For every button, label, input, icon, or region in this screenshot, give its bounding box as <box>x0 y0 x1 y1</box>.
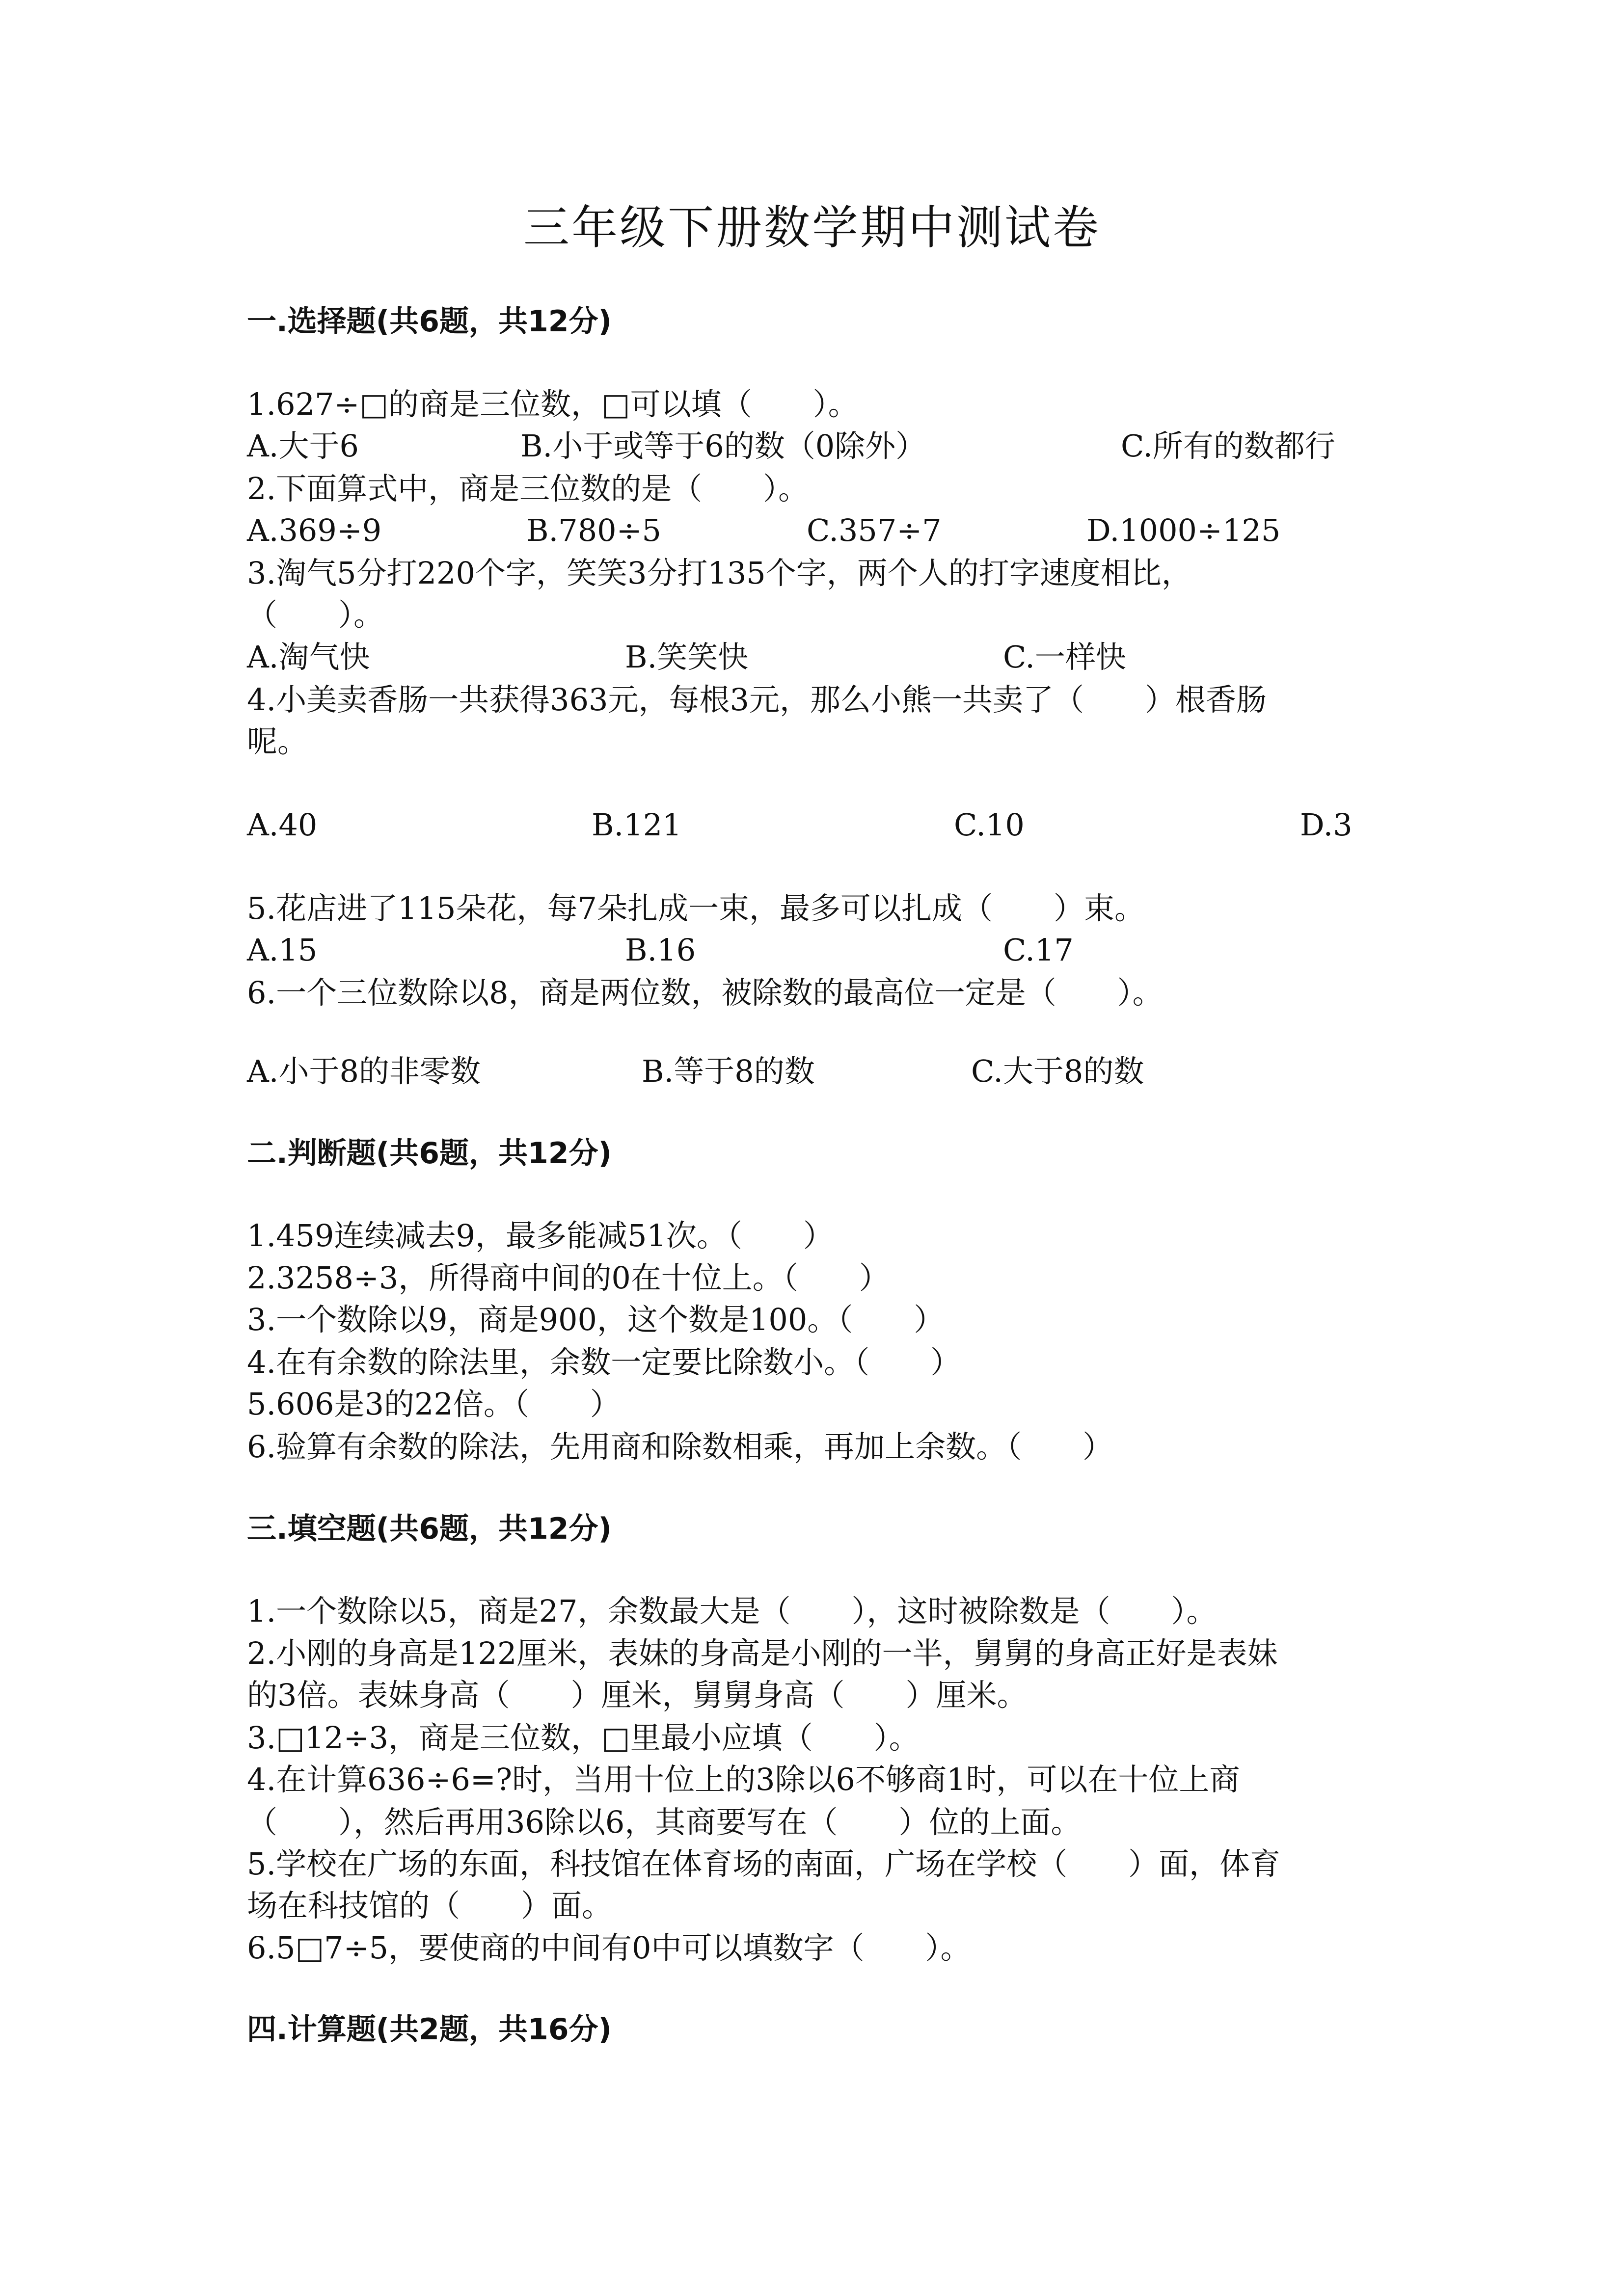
statement-text: 5.606是3的22倍。（ ） <box>247 1386 621 1422</box>
fill-blank-text: （ ），然后再用36除以6，其商要写在（ ）位的上面。 <box>247 1804 1082 1840</box>
fill-blank-text: 5.学校在广场的东面，科技馆在体育场的南面，广场在学校（ ）面，体育 <box>247 1846 1281 1882</box>
option-text: B.16 <box>625 932 696 968</box>
fill-blank-text: 3.□12÷3，商是三位数，□里最小应填（ ）。 <box>247 1720 920 1756</box>
section-heading-calculation: 四.计算题(共2题，共16分) <box>247 2012 612 2047</box>
question-text: 1.627÷□的商是三位数，□可以填（ ）。 <box>247 386 859 422</box>
question-text: 6.一个三位数除以8，商是两位数，被除数的最高位一定是（ ）。 <box>247 975 1163 1011</box>
question-text: 5.花店进了115朵花，每7朵扎成一束，最多可以扎成（ ）束。 <box>247 890 1145 926</box>
fill-blank-text: 场在科技馆的（ ）面。 <box>247 1888 613 1923</box>
option-text: B.等于8的数 <box>642 1053 815 1089</box>
option-text: A.40 <box>247 807 318 843</box>
option-text: A.15 <box>247 932 318 968</box>
option-text: C.一样快 <box>1003 639 1126 675</box>
option-text: A.淘气快 <box>247 639 370 675</box>
fill-blank-text: 的3倍。表妹身高（ ）厘米，舅舅身高（ ）厘米。 <box>247 1677 1028 1713</box>
option-text: D.1000÷125 <box>1086 512 1281 548</box>
fill-blank-text: 1.一个数除以5，商是27，余数最大是（ ），这时被除数是（ ）。 <box>247 1593 1217 1629</box>
page-title: 三年级下册数学期中测试卷 <box>523 201 1101 255</box>
option-text: D.3 <box>1300 807 1353 843</box>
statement-text: 4.在有余数的除法里，余数一定要比除数小。（ ） <box>247 1344 961 1380</box>
question-text: 3.淘气5分打220个字，笑笑3分打135个字，两个人的打字速度相比， <box>247 555 1192 591</box>
fill-blank-text: 4.在计算636÷6=?时，当用十位上的3除以6不够商1时，可以在十位上商 <box>247 1762 1240 1797</box>
statement-text: 1.459连续减去9，最多能减51次。（ ） <box>247 1218 834 1254</box>
option-text: C.大于8的数 <box>971 1053 1144 1089</box>
question-text: 2.下面算式中，商是三位数的是（ ）。 <box>247 471 809 507</box>
option-text: A.小于8的非零数 <box>247 1053 481 1089</box>
option-text: C.357÷7 <box>807 512 942 548</box>
question-text-continued: 呢。 <box>247 723 308 759</box>
option-text: B.小于或等于6的数（0除外） <box>520 428 926 464</box>
option-text: A.大于6 <box>247 428 359 464</box>
option-text: C.17 <box>1003 932 1074 968</box>
option-text: A.369÷9 <box>247 512 382 548</box>
fill-blank-text: 6.5□7÷5，要使商的中间有0中可以填数字（ ）。 <box>247 1930 971 1966</box>
question-text: 4.小美卖香肠一共获得363元，每根3元，那么小熊一共卖了（ ）根香肠 <box>247 682 1267 718</box>
section-heading-fill-blank: 三.填空题(共6题，共12分) <box>247 1512 612 1546</box>
section-heading-judgement: 二.判断题(共6题，共12分) <box>247 1136 612 1171</box>
statement-text: 2.3258÷3，所得商中间的0在十位上。（ ） <box>247 1260 890 1296</box>
section-heading-choice: 一.选择题(共6题，共12分) <box>247 304 612 339</box>
option-text: B.121 <box>592 807 682 843</box>
question-text-continued: （ ）。 <box>247 597 384 633</box>
statement-text: 3.一个数除以9，商是900，这个数是100。（ ） <box>247 1302 945 1337</box>
option-text: B.780÷5 <box>526 512 662 548</box>
fill-blank-text: 2.小刚的身高是122厘米，表妹的身高是小刚的一半，舅舅的身高正好是表妹 <box>247 1635 1278 1671</box>
option-text: B.笑笑快 <box>625 639 749 675</box>
option-text: C.所有的数都行 <box>1121 428 1335 464</box>
option-text: C.10 <box>954 807 1025 843</box>
statement-text: 6.验算有余数的除法，先用商和除数相乘，再加上余数。（ ） <box>247 1429 1113 1465</box>
